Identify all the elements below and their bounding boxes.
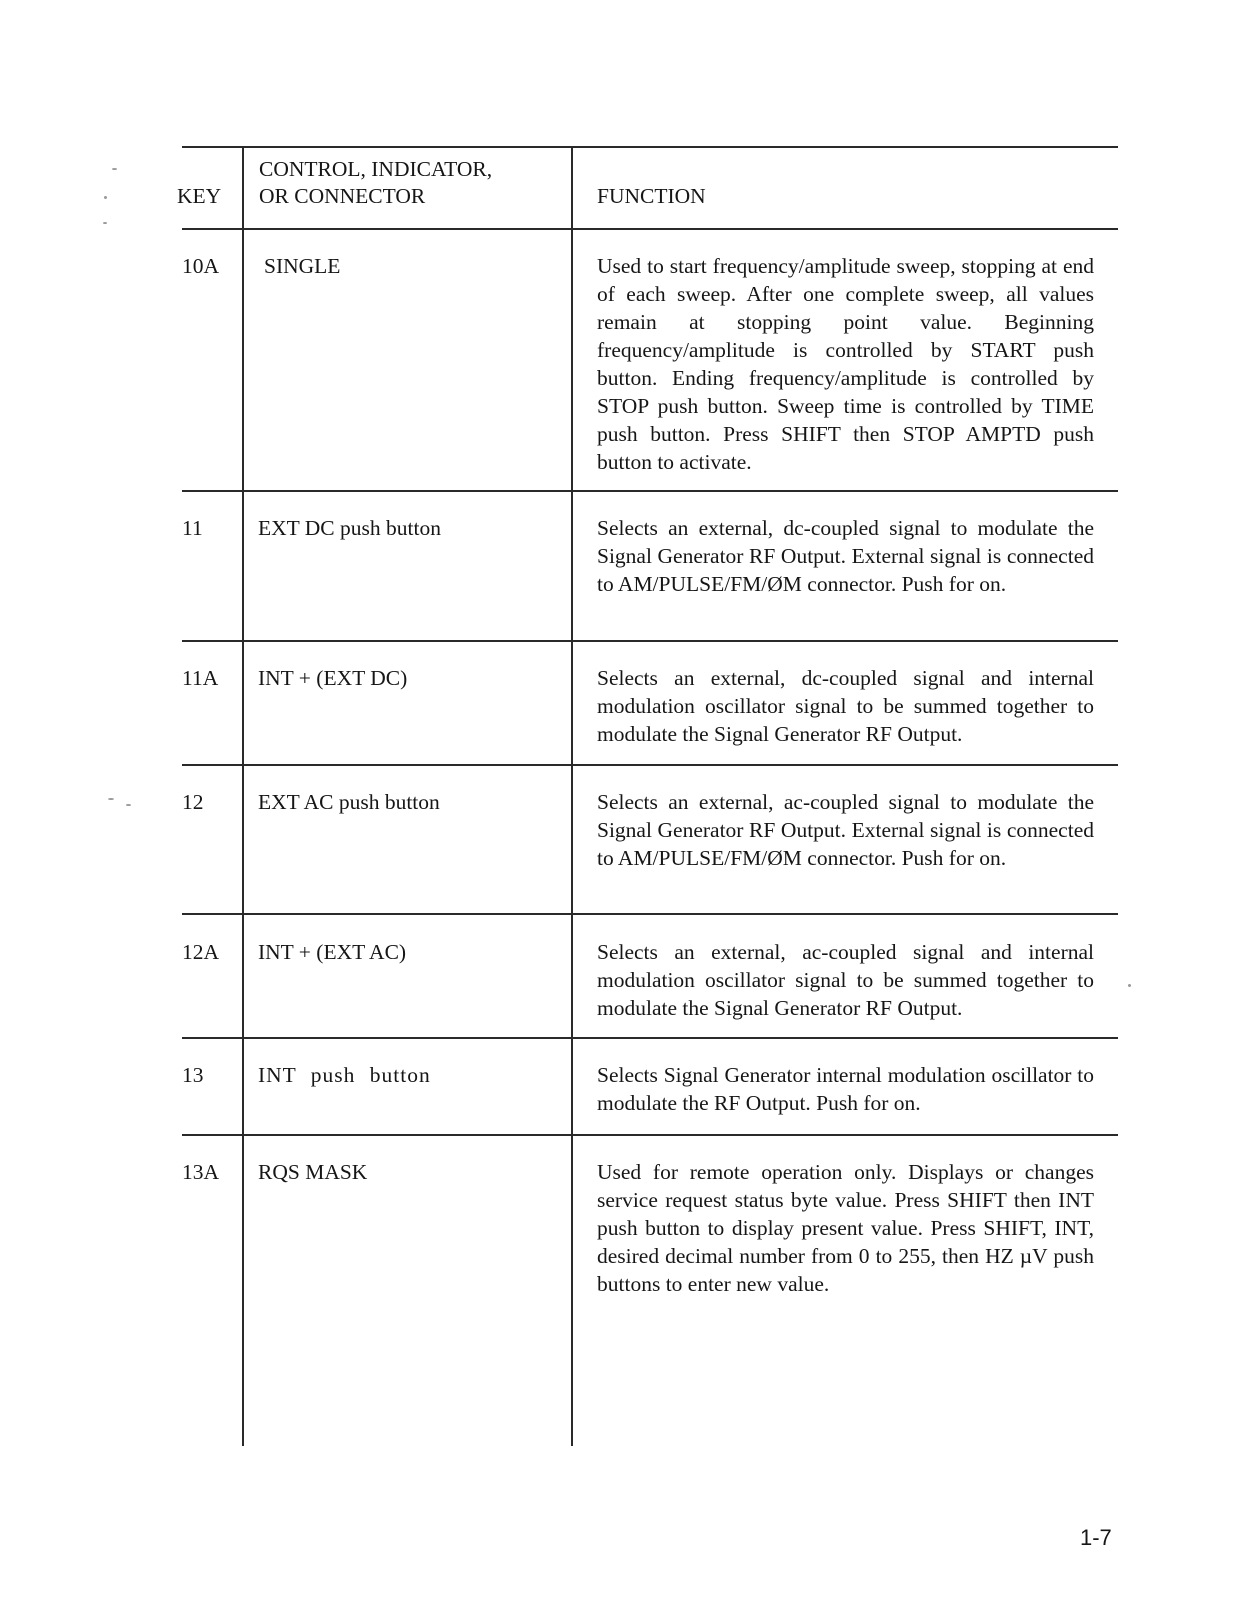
- table-top-rule: [182, 146, 1118, 148]
- column-divider: [571, 146, 573, 1446]
- row-control: SINGLE: [264, 254, 341, 278]
- header-control-line2: OR CONNECTOR: [259, 184, 426, 208]
- scan-speck: [126, 804, 131, 806]
- row-control: INT + (EXT AC): [258, 940, 407, 964]
- row-control: INT push button: [258, 1063, 431, 1087]
- page-number: 1-7: [1080, 1525, 1112, 1550]
- row-key: 11A: [182, 666, 219, 690]
- row-control: EXT DC push button: [258, 516, 441, 540]
- row-divider: [182, 640, 1118, 642]
- row-divider: [182, 490, 1118, 492]
- row-control: EXT AC push button: [258, 790, 440, 814]
- row-divider: [182, 1037, 1118, 1039]
- row-divider: [182, 913, 1118, 915]
- header-key: KEY: [177, 184, 222, 208]
- header-control-line1: CONTROL, INDICATOR,: [259, 157, 493, 181]
- row-key: 12A: [182, 940, 220, 964]
- row-function: Selects an external, dc-coupled signal to modulate the Signal Generator RF Output. External signal is connected to AM/PULSE/FM/ØM connector. Push for on.: [597, 516, 1094, 596]
- row-function: Selects an external, ac-coupled signal to modulate the Signal Generator RF Output. External signal is connected to AM/PULSE/FM/ØM connector. Push for on.: [597, 790, 1094, 870]
- row-divider: [182, 1134, 1118, 1136]
- row-key: 13A: [182, 1160, 220, 1184]
- header-bottom-rule: [182, 228, 1118, 230]
- row-function: Selects an external, dc-coupled signal and internal modulation oscillator signal to be summed together to modulate the Signal Generator RF Output.: [597, 666, 1094, 746]
- row-function: Used to start frequency/amplitude sweep, stopping at end of each sweep. After one complete sweep, all values remain at stopping point value. Beginning frequency/amplitude is controlled by START push button. Ending frequency/amplitude is controlled by STOP push button. Sweep time is controlled by TIME push button. Press SHIFT then STOP AMPTD push button to activate.: [597, 254, 1094, 474]
- row-function: Selects an external, ac-coupled signal and internal modulation oscillator signal to be summed together to modulate the Signal Generator RF Output.: [597, 940, 1094, 1020]
- column-divider: [242, 146, 244, 1446]
- scan-speck: [1128, 984, 1131, 987]
- row-function: Used for remote operation only. Displays or changes service request status byte value. Press SHIFT then INT push button to display present value. Press SHIFT, INT, desired decimal number from 0 to 255, then HZ µV push buttons to enter new value.: [597, 1160, 1094, 1296]
- row-key: 12: [182, 790, 204, 814]
- row-key: 10A: [182, 254, 220, 278]
- scan-speck: [108, 798, 114, 800]
- row-key: 11: [182, 516, 203, 540]
- scan-speck: [112, 168, 117, 170]
- row-control: INT + (EXT DC): [258, 666, 408, 690]
- scan-speck: [104, 196, 107, 199]
- row-control: RQS MASK: [258, 1160, 368, 1184]
- header-function: FUNCTION: [597, 184, 706, 208]
- row-divider: [182, 764, 1118, 766]
- row-key: 13: [182, 1063, 204, 1087]
- row-function: Selects Signal Generator internal modulation oscillator to modulate the RF Output. Push for on.: [597, 1063, 1094, 1115]
- scan-speck: [103, 222, 107, 224]
